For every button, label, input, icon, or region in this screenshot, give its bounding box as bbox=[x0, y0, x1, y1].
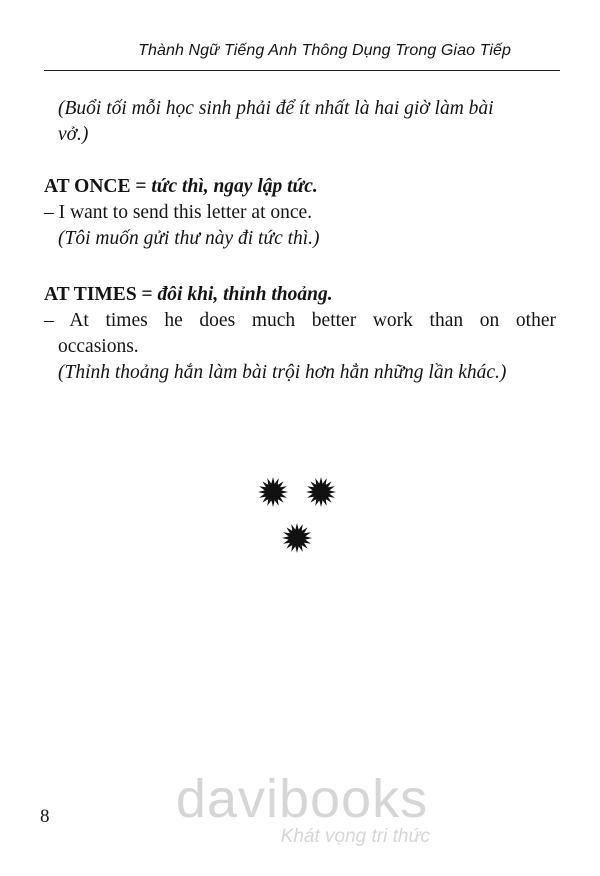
watermark-tagline: Khát vọng tri thức bbox=[280, 826, 430, 847]
continuation-line-2: vở.) bbox=[58, 124, 89, 145]
entry-definition: đôi khi, thỉnh thoảng. bbox=[157, 284, 333, 305]
entry-translation: (Tôi muốn gửi thư này đi tức thì.) bbox=[58, 228, 320, 249]
running-header: Thành Ngữ Tiếng Anh Thông Dụng Trong Giao Tiếp bbox=[138, 42, 511, 59]
entry-at-times bbox=[44, 282, 556, 386]
entry-example-continued: occasions. bbox=[58, 336, 139, 357]
entry-translation: (Thỉnh thoảng hắn làm bài trội hơn hẳn những lần khác.) bbox=[58, 362, 507, 383]
entry-separator: = bbox=[136, 284, 158, 305]
star-burst-icon bbox=[305, 476, 337, 508]
continuation-text bbox=[44, 96, 556, 148]
star-burst-icon bbox=[257, 476, 289, 508]
continuation-line-1: (Buổi tối mỗi học sinh phải để ít nhất là hai giờ làm bài bbox=[58, 98, 494, 119]
page-number: 8 bbox=[40, 806, 50, 827]
entry-term: AT TIMES bbox=[44, 284, 137, 305]
section-ornament bbox=[255, 474, 345, 554]
entry-heading bbox=[44, 174, 556, 200]
watermark bbox=[152, 769, 452, 848]
entry-example: – I want to send this letter at once. bbox=[44, 202, 313, 223]
star-burst-icon bbox=[281, 522, 313, 554]
entry-definition: tức thì, ngay lập tức. bbox=[151, 176, 318, 197]
entry-term: AT ONCE bbox=[44, 176, 131, 197]
entry-at-once bbox=[44, 174, 556, 252]
entry-example: – At times he does much better work than on other bbox=[44, 310, 556, 331]
entry-heading bbox=[44, 282, 556, 308]
entry-separator: = bbox=[130, 176, 152, 197]
watermark-logo: davibooks bbox=[175, 769, 429, 829]
header-rule bbox=[44, 70, 560, 71]
